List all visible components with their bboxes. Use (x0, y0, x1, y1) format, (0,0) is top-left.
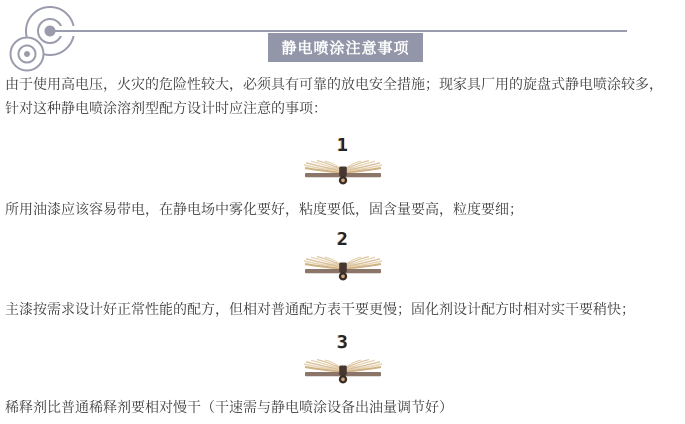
title-banner (268, 33, 423, 62)
intro-line-1: 由于使用高电压，火灾的危险性较大，必须具有可靠的放电安全措施；现家具厂用的旋盘式静电喷涂较多， (5, 77, 663, 93)
item-2-text: 主漆按需求设计好正常性能的配方，但相对普通配方表干要更慢；固化剂设计配方时相对实干要稍快； (5, 302, 635, 318)
item-1-text: 所用油漆应该容易带电，在静电场中雾化要好，粘度要低，固含量要高，粒度要细； (5, 202, 523, 218)
item-2-paragraph (5, 298, 681, 322)
open-book-icon (302, 158, 384, 186)
item-3-paragraph (5, 396, 681, 420)
item-3-text: 稀释剂比普通稀释剂要相对慢干（干速需与静电喷涂设备出油量调节好） (5, 400, 453, 416)
item-3-number: 3 (337, 332, 348, 353)
page-title: 静电喷涂注意事项 (281, 39, 410, 57)
item-1-paragraph (5, 198, 681, 222)
intro-line-2: 针对这种静电喷涂溶剂型配方设计时应注意的事项： (5, 101, 327, 117)
item-1-number: 1 (337, 135, 348, 156)
item-2-number: 2 (337, 229, 348, 250)
open-book-icon (302, 254, 384, 282)
concentric-circles-logo (0, 0, 96, 78)
header-rule-line (50, 30, 627, 32)
intro-paragraph (5, 73, 681, 121)
open-book-icon (302, 357, 384, 385)
